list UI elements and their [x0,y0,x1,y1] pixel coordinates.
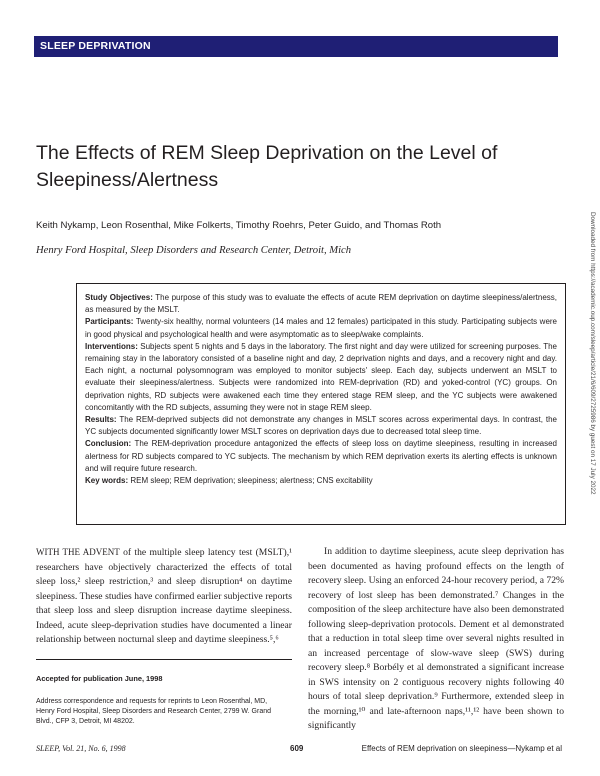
section-header: SLEEP DEPRIVATION [34,36,558,57]
objectives-text: The purpose of this study was to evaluate the effects of acute REM deprivation on daytime sleepiness/alertness, as measured by the MSLT. [85,293,558,315]
objectives-label: Study Objectives: [85,293,153,302]
results-label: Results: [85,415,117,425]
abstract-participants [85,316,557,340]
keywords-text: REM sleep; REM deprivation; sleepiness; alertness; CNS excitability [130,476,373,486]
conclusion-label: Conclusion: [85,439,132,449]
conclusion-text: The REM-deprivation procedure antagonized the effects of sleep loss on daytime sleepiness, resulting in increased alertness for RD subjects compared to YC subjects. The mechanism by which REM deprivation exerts its alerting effects is unknown and will require future research. [85,439,558,473]
author-list: Keith Nykamp, Leon Rosenthal, Mike Folkerts, Timothy Roehrs, Peter Guido, and Thomas Roth [36,220,442,231]
download-watermark: Downloaded from https://academic.oup.com/sleep/article/21/6/609/2725986 by guest on 17 July 2022 [589,212,596,495]
affiliation: Henry Ford Hospital, Sleep Disorders and Research Center, Detroit, Mich [36,245,352,256]
footer-running-title: Effects of REM deprivation on sleepiness—Nykamp et al [361,744,562,753]
interventions-text: Subjects spent 5 nights and 5 days in the laboratory. The first night and day were utilized for screening purposes. The remaining stay in the laboratory consisted of a baseline night and day, 2 deprivation nights and days, and a recovery night and day. Each night, a nocturnal polysomnogram was employed to monitor subjects' sleep. Each day, subjects underwent an MSLT to evaluate their sleepiness/alertness. Subjects were randomized into REM-deprivation (RD) and yoked-control (YC) groups. On deprivation nights, RD subjects were awakened each time they entered stage REM sleep, and the YC subjects were awakened concomitantly with the RD subjects, assuming they were not in stage REM sleep. [85,341,557,412]
intro-paragraph [36,545,292,648]
participants-label: Participants: [85,317,134,327]
abstract-box [76,283,566,525]
participants-text: Twenty-six healthy, normal volunteers (14 males and 12 females) participated in this study. Participating subjects were in good physical and psychological health and were asymptomatic as to sleep/wake complaints. [85,317,558,339]
footnote-divider [36,659,292,660]
article-title: The Effects of REM Sleep Deprivation on the Level of Sleepiness/Alertness [36,142,498,191]
correspondence-address: Address correspondence and requests for reprints to Leon Rosenthal, MD, Henry Ford Hospital, Sleep Disorders and Research Center, 2799 W. Grand Blvd., CFP 3, Detroit, MI 48202. [36,698,272,725]
abstract-keywords [85,475,557,487]
footer-page-number: 609 [290,744,304,753]
results-text: The REM-deprived subjects did not demonstrate any changes in MSLT scores across experimental days. In contrast, the YC subjects documented significantly lower MSLT scores on deprivation days due to decreased total sleep time. [85,415,558,437]
intro-text: of the multiple sleep latency test (MSLT),¹ researchers have objectively characterized the effects of total sleep loss,² sleep restriction,³ and sleep disruption⁴ on daytime sleepiness. These studies have confirmed earlier subjective reports that sleep loss and sleep disruption increase daytime sleepiness. Indeed, acute sleep-deprivation studies have documented a linear relationship between nocturnal sleep and daytime sleepiness.⁵,⁶ [36,547,292,645]
abstract-objectives [85,292,557,316]
footer-journal: SLEEP, Vol. 21, No. 6, 1998 [36,744,126,753]
interventions-label: Interventions: [85,341,138,351]
intro-lead: WITH THE ADVENT [36,547,120,557]
keywords-label: Key words: [85,476,129,486]
abstract-interventions [85,341,557,414]
body-column-left [36,545,292,648]
body-paragraph: In addition to daytime sleepiness, acute sleep deprivation has been documented as having profound effects on the length of recovery sleep. Using an enforced 24-hour recovery period, a 72% recovery of lost sleep has been demonstrated.⁷ Changes in the composition of the sleep architecture have also been demonstrated following sleep-deprivation protocols. Dement et al demonstrated that a reduction in total sleep time over several nights resulted in an increased percentage of slow-wave sleep (SWS) during recovery sleep.⁸ Borbély et al demonstrated a significant increase in SWS intensity on 2 contiguous recovery nights following 40 hours of total sleep deprivation.⁹ Furthermore, extended sleep in the morning,¹⁰ and late-afternoon naps,¹¹,¹² have been shown to significantly [308,546,564,731]
accepted-note: Accepted for publication June, 1998 [36,674,163,683]
body-column-right [308,545,564,734]
abstract-conclusion [85,438,557,475]
abstract-results [85,414,557,438]
